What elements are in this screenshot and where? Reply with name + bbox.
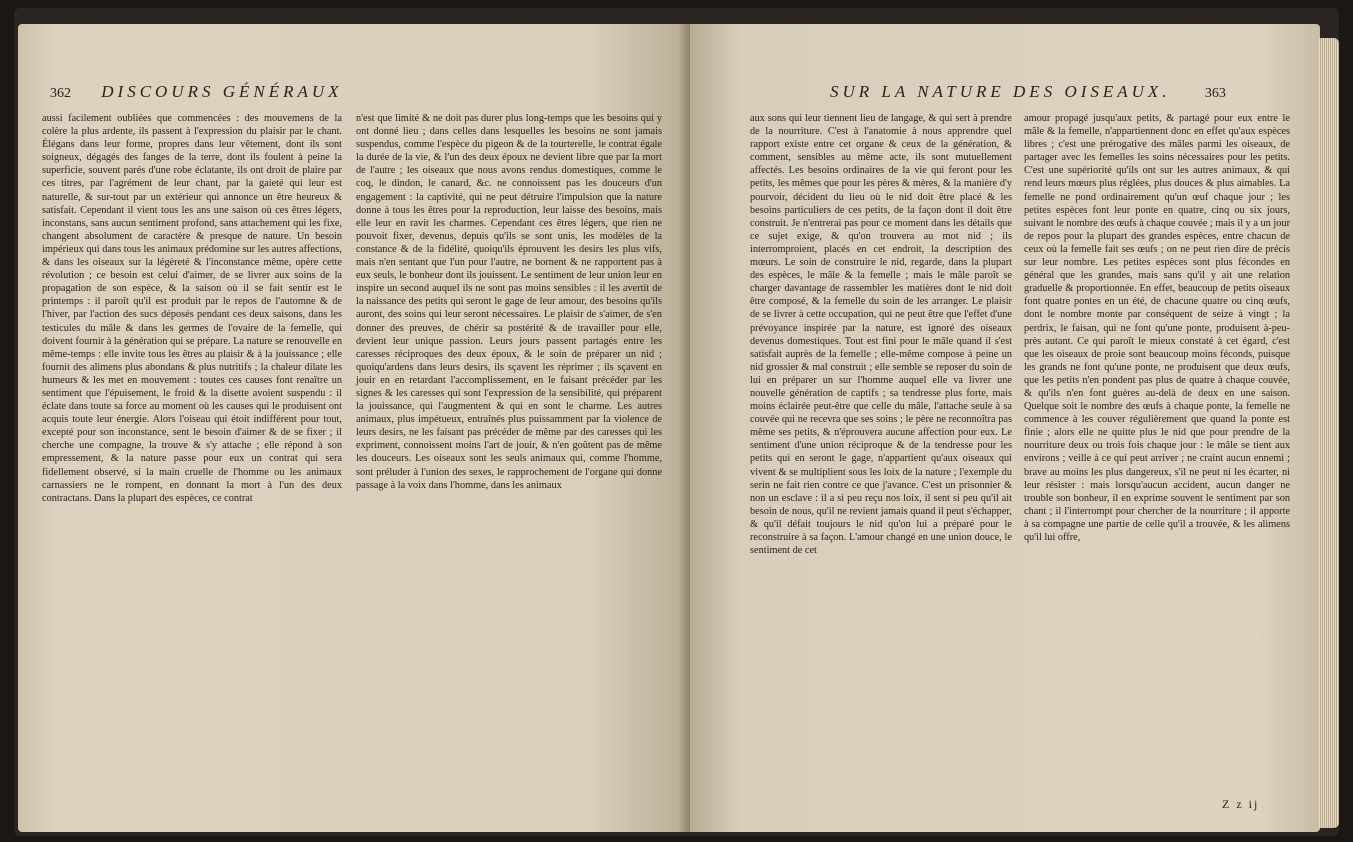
- left-page-header: [50, 82, 650, 108]
- right-page-number: 363: [1204, 86, 1226, 101]
- left-page-number: 362: [50, 86, 71, 101]
- page-edges: [1319, 38, 1339, 828]
- left-running-title: DISCOURS GÉNÉRAUX: [101, 82, 343, 101]
- right-column-1-text: aux sons qui leur tiennent lieu de langage, & qui sert à prendre de la nourriture. C'est à l'anatomie à nous apprendre quel rapport existe entre cet organe & ceux de la génération, & comment, sensibles au même acte, ils sont mutuellement affectés. Les besoins ordinaires de la vie qui feront pour les petits, les mêmes que pour les pères & mères, & la manière d'y pourvoir, décident du lieu où le nid doit être placé & les besoins particuliers de ces petits, de la façon dont il doit être construit. Je n'entrerai pas pour ce moment dans les détails que ce sujet exige, & qu'on trouvera au mot nid ; ils interromproient, placés en cet endroit, la description des mœurs. Le soin de construire le nid, regarde, dans la plupart des espèces, le mâle & la femelle ; mais le mâle paroît se charger davantage de rassembler les matières dont le nid doit être composé, & la femelle du soin de les arranger. Le plaisir de se livrer à cette occupation, qui ne peut être que l'effet d'une prévoyance inspirée par la nature, est ignoré des oiseaux devenus domestiques. Tout est fini pour le mâle quand il s'est satisfait auprès de la femelle ; elle-même compose à peine un nid grossier & mal construit ; elle semble se reposer du soin de lui en préparer un sur l'homme auquel elle va livrer une nouvelle génération de captifs ; sa tendresse plus forte, mais moins éclairée peut-être que celle du mâle, l'attache seule à sa couvée qui ne recevra que ses soins ; le père ne reconnoîtra pas même ses petits, & n'éprouvera aucune affection pour eux. Le sentiment d'une union réciproque & de la tendresse pour les petits qui en seront le gage, n'appartient qu'aux oiseaux qui vivent & se multiplient sous les loix de la nature ; l'exemple du serin ne fait rien contre ce que j'avance. C'est un prisonnier & non un esclave : il a si peu reçu nos loix, il sent si peu qu'il ait besoin de nous, qu'il ne revient jamais quand il peut s'échapper, & qu'il défait toujours le nid qu'on lui a préparé pour le reconstruire à sa façon. L'amour changé en une union douce, le sentiment de cet: [750, 113, 1012, 557]
- book-spread: [14, 8, 1339, 836]
- left-column-2-text: n'est que limité & ne doit pas durer plus long-temps que les besoins qui y ont donné lieu ; dans celles dans lesquelles les besoins ne sont jamais suspendus, comme l'espèce du pigeon & de la tourterelle, le contrat égale la durée de la vie, & l'un des deux époux ne devient libre que par la mort de l'autre ; les oiseaux que nous avons rendus domestiques, comme le coq, le dindon, le canard, &c. ne connoissent pas les douceurs d'un engagement : la captivité, qui ne peut détruire l'impulsion que la nature donne à tous les êtres pour la reproduction, leur laisse des besoins, mais elle leur en ravit les charmes. Cependant ces êtres légers, que rien ne pouvoit fixer, devenus, depuis qu'ils se sont unis, les modèles de la constance & de la fidélité, quoiqu'ils éprouvent les desirs les plus vifs, mais n'en sentant que l'un pour l'autre, ne bornent & ne rapportent pas à eux seuls, le bonheur dont ils jouissent. Le sentiment de leur union leur en inspire un second auquel ils ne sont pas moins sensibles : il les avertit de la naissance des petits qui seront le gage de leur amour, des besoins qu'ils auront, des soins qui leur seront nécessaires. Le plaisir de s'aimer, de s'en donner des preuves, de chérir sa postérité & de travailler pour elle, devient leur unique passion. Leurs jours passent partagés entre les caresses réciproques des deux époux, & le soin de préparer un nid ; quoiqu'ardens dans leurs desirs, ils sçavent les réprimer ; ils sçavent en jouir en en retardant l'accomplissement, en le faisant précéder par les signes & les caresses qui sont l'expression de la sensibilité, qui préparent la jouissance, qui l'augmentent & qui en sont le charme. Les autres animaux, plus impétueux, entraînés plus puissamment par la violence de leurs desirs, ne les faisant pas précéder de même par des caresses qui les expriment, connoissent moins l'art de jouir, & n'en goûtent pas de même les douceurs. Les oiseaux sont les seuls animaux qui, comme l'homme, sont préluder à l'union des sexes, le rapprochement de l'organe qui donne passage à la voix dans l'homme, dans les animaux: [356, 113, 662, 491]
- left-page: [18, 24, 690, 832]
- right-page: [690, 24, 1320, 832]
- right-page-column-1: [750, 112, 1012, 557]
- right-running-title: SUR LA NATURE DES OISEAUX.: [830, 82, 1171, 101]
- right-page-header: [830, 82, 1290, 108]
- signature-mark: Z z ij: [1222, 797, 1260, 811]
- right-page-column-2: [1024, 112, 1290, 544]
- left-column-1-text: aussi facilement oubliées que commencées : des mouvemens de la colère la plus ardente, ils passent à l'expression du plaisir par le chant. Élégans dans leur forme, propres dans leur vêtement, dont ils sont soigneux, dégagés des fanges de la terre, dont ils foulent à peine la superficie, souvent parés d'une robe éclatante, ils ont droit de plaire par ces titres, par l'agrément de leur chant, par la gaieté qui leur est naturelle, & sur-tout par un extérieur qui annonce un être heureux & satisfait. Cependant il vient tous les ans une saison où ces êtres légers, inconstans, sans aucun sentiment profond, sans attachement qui les fixe, changent absolument de caractère & presque de nature. Un besoin impérieux qui dans tous les animaux prédomine sur les autres affections, & dans les oiseaux sur la légèreté & l'inconstance même, opère cette révolution ; ce besoin est celui d'aimer, de se livrer aux soins de la propagation de son espèce, & la saison où il se fait sentir est le printemps : il paroît qu'il est produit par le repos de l'automne & de l'hiver, par l'action des sucs déposés pendant ces deux saisons, dans les testicules du mâle & dans les germes de l'ovaire de la femelle, qui doivent fournir à la génération qui se prépare. La nature se renouvelle en même-temps : elle invite tous les êtres au plaisir & à la jouissance ; elle fournit des alimens plus abondans & plus nutritifs ; la chaleur dilate les humeurs & les met en mouvement : toutes ces causes font renaître un sentiment que l'épuisement, le froid & la disette avoient suspendu : il éclate dans toute sa force au moment où les causes qui le produisent ont acquis toute leur énergie. Alors l'oiseau qui étoit indifférent pour tout, excepté pour son inconstance, sent le besoin d'aimer & de se fixer ; il cherche une compagne, la trouve & s'y attache ; elle répond à son empressement, & la nature passe pour eux un contrat qui sera fidellement observé, si la main cruelle de l'homme ou les animaux carnassiers ne le rompent, en donnant la mort à l'un des deux contractans. Dans la plupart des espèces, ce contrat: [42, 113, 342, 504]
- left-page-column-2: [356, 112, 662, 492]
- left-page-column-1: [42, 112, 342, 505]
- right-column-2-text: amour propagé jusqu'aux petits, & partagé pour eux entre le mâle & la femelle, n'appartiennent donc en effet qu'aux espèces libres ; c'est une prérogative des mâles parmi les oiseaux, de partager avec les femelles les soins nécessaires pour les petits. C'est une supériorité qu'ils ont sur les autres animaux, & qui rend leurs mœurs plus réglées, plus douces & plus aimables. La femelle ne pond ordinairement qu'un œuf chaque jour ; les petites espèces font leur ponte en quatre, cinq ou six jours, suivant le nombre des œufs à chaque couvée ; mais il y a un jour de repos pour la plupart des grandes espèces, entre chacun de ceux où la femelle fait ses œufs ; on ne peut rien dire de précis sur leur nombre. Les petites espèces sont plus fécondes en général que les grandes, mais sans qu'il y ait une relation graduelle & proportionnée. En effet, beaucoup de petits oiseaux font quatre pontes en un été, de chacune quatre ou cinq œufs, dont le nombre monte par conséquent de seize à vingt ; la perdrix, le faisan, qui ne font qu'une ponte, produisent à-peu-près autant. Ce qui paroît le mieux constaté à cet égard, c'est que les oiseaux de proie sont beaucoup moins féconds, puisque les grands ne font qu'une ponte, ne produisent que deux œufs, que les petits n'en pondent pas plus de quatre à chaque couvée, & qu'ils n'en font guères au-delà de deux en une saison. Quelque soit le nombre des œufs à chaque ponte, la femelle ne commence à les couver régulièrement que quand la ponte est finie ; alors elle ne quitte plus le nid que pour prendre de la nourriture deux ou trois fois chaque jour : le mâle se tient aux environs ; veille à ce qui peut arriver ; ne craint aucun ennemi ; brave au moins les plus dangereux, s'il ne peut ni les écarter, ni leur résister : mais lorsqu'aucun accident, aucun danger ne trouble son bonheur, il en exprime souvent le sentiment par son chant ; il l'interrompt pour chercher de la nourriture ; il apporte à sa compagne une partie de celle qu'il a trouvée, & les alimens qu'il lui offre,: [1024, 113, 1290, 543]
